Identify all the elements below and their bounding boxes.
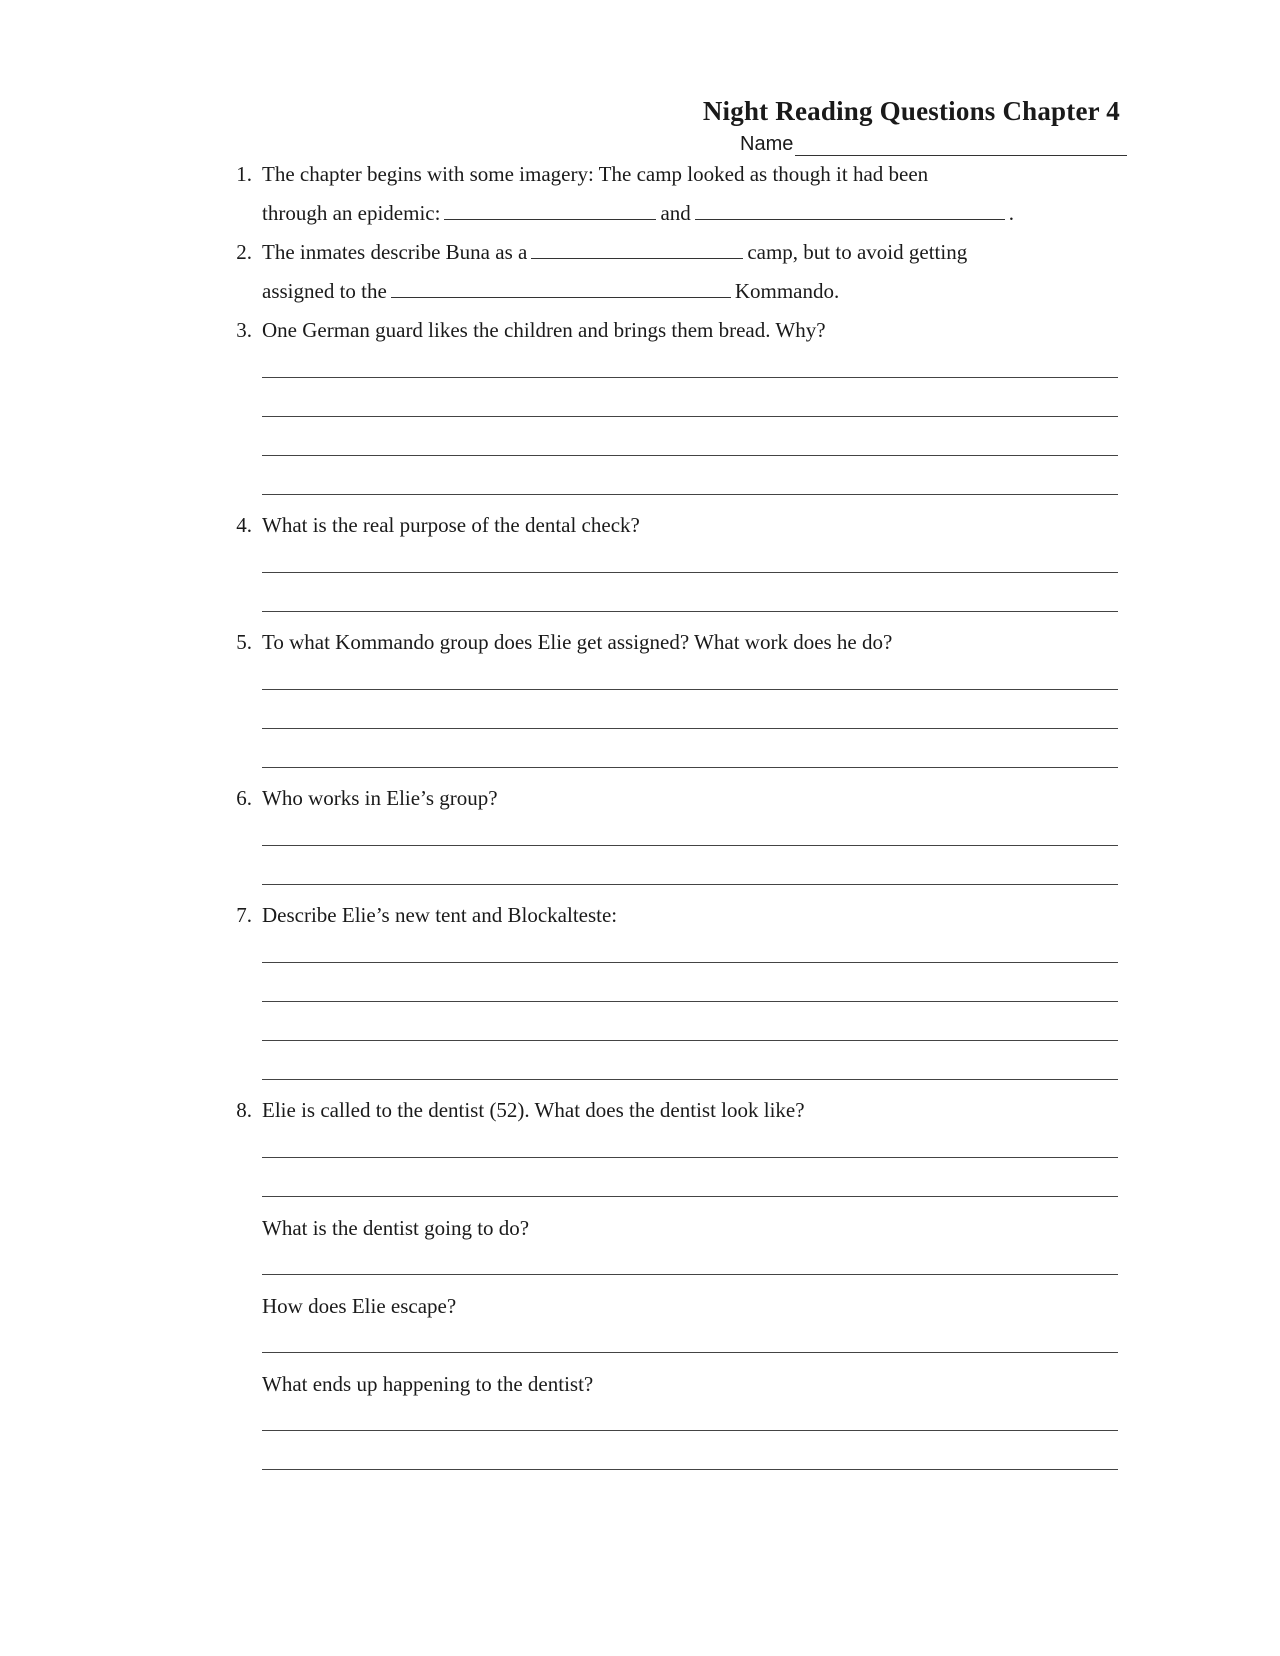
question-number: 5. [236, 630, 252, 654]
answer-line[interactable] [262, 884, 1118, 885]
answer-line[interactable] [262, 1079, 1118, 1080]
question-text: The chapter begins with some imagery: The camp looked as though it had been [262, 162, 929, 186]
subquestion-escape: How does Elie escape? [262, 1294, 457, 1318]
answer-line[interactable] [262, 1157, 1118, 1158]
name-field[interactable] [740, 133, 1127, 156]
blank-1[interactable] [444, 197, 656, 220]
answer-line[interactable] [262, 611, 1118, 612]
question-number: 6. [236, 786, 252, 810]
answer-line[interactable] [262, 455, 1118, 456]
question-text-line2: assigned to the Kommando. [262, 272, 839, 311]
blank-2[interactable] [695, 197, 1005, 220]
question-text-line2: through an epidemic: and . [262, 194, 1014, 233]
answer-line[interactable] [262, 1196, 1118, 1197]
question-text: Describe Elie’s new tent and Blockalteste: [262, 903, 618, 927]
answer-line[interactable] [262, 1001, 1118, 1002]
question-number: 2. [236, 240, 252, 264]
question-number: 4. [236, 513, 252, 537]
answer-line[interactable] [262, 1469, 1118, 1470]
answer-line[interactable] [262, 689, 1118, 690]
answer-line[interactable] [262, 377, 1118, 378]
answer-line[interactable] [262, 767, 1118, 768]
question-text: To what Kommando group does Elie get assigned? What work does he do? [262, 630, 893, 654]
answer-line[interactable] [262, 845, 1118, 846]
blank-2[interactable] [391, 275, 731, 298]
name-label: Name [740, 133, 794, 155]
answer-line[interactable] [262, 494, 1118, 495]
blank-1[interactable] [531, 236, 743, 259]
question-text: Elie is called to the dentist (52). What does the dentist look like? [262, 1098, 805, 1122]
question-text: The inmates describe Buna as a camp, but to avoid getting [262, 233, 967, 272]
answer-line[interactable] [262, 572, 1118, 573]
name-blank[interactable] [795, 135, 1127, 156]
answer-line[interactable] [262, 1040, 1118, 1041]
question-number: 7. [236, 903, 252, 927]
answer-line[interactable] [262, 1352, 1118, 1353]
answer-line[interactable] [262, 1274, 1118, 1275]
subquestion-dentist-fate: What ends up happening to the dentist? [262, 1372, 594, 1396]
subquestion-dentist-plan: What is the dentist going to do? [262, 1216, 530, 1240]
question-number: 3. [236, 318, 252, 342]
question-text: What is the real purpose of the dental check? [262, 513, 640, 537]
question-number: 8. [236, 1098, 252, 1122]
question-text: Who works in Elie’s group? [262, 786, 498, 810]
answer-line[interactable] [262, 416, 1118, 417]
answer-line[interactable] [262, 962, 1118, 963]
answer-line[interactable] [262, 728, 1118, 729]
question-text: One German guard likes the children and brings them bread. Why? [262, 318, 826, 342]
page-title: Night Reading Questions Chapter 4 [702, 96, 1120, 126]
question-number: 1. [236, 162, 252, 186]
answer-line[interactable] [262, 1430, 1118, 1431]
